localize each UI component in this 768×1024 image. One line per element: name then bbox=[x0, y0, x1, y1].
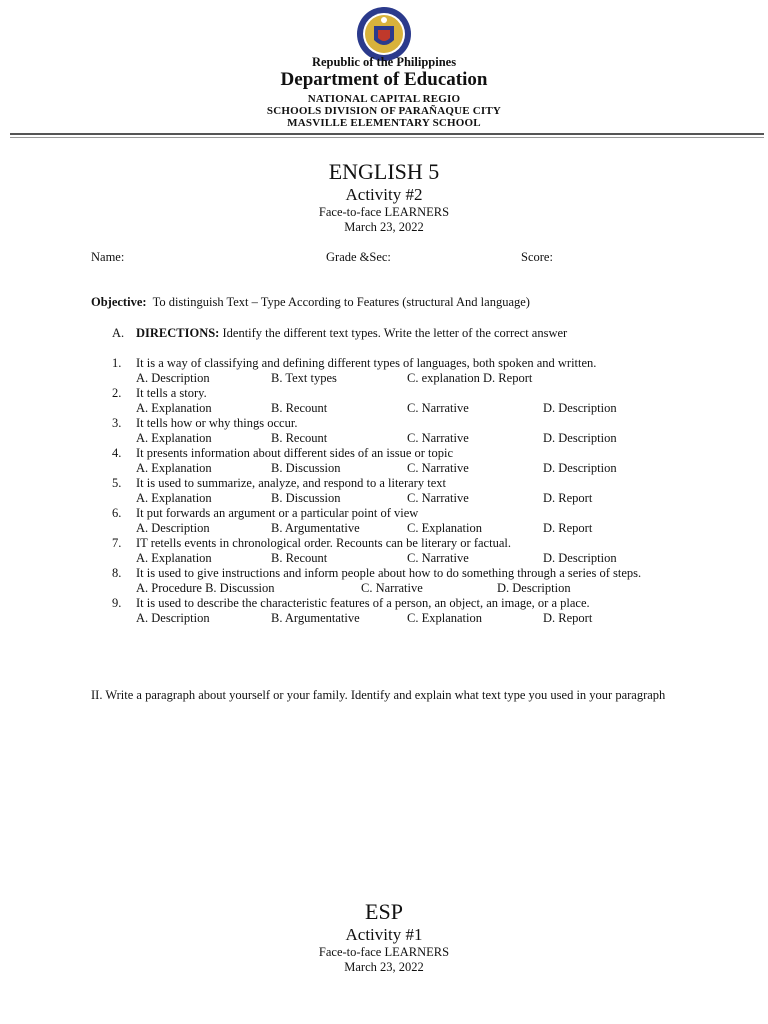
list-item bbox=[112, 446, 672, 476]
subject-title: ENGLISH 5 bbox=[328, 159, 440, 184]
option-d: D. Report bbox=[543, 491, 593, 505]
option-c: C. Explanation bbox=[407, 521, 482, 535]
esp-learners-mode: Face-to-face LEARNERS bbox=[318, 945, 450, 959]
option-c: C. Explanation bbox=[407, 611, 482, 625]
option-a: A. Explanation bbox=[136, 551, 212, 565]
option-d: D. Description bbox=[543, 461, 617, 475]
option-b: B. Argumentative bbox=[271, 521, 360, 535]
option-b: B. Discussion bbox=[271, 461, 341, 475]
option-c: C. Narrative bbox=[407, 551, 469, 565]
item-question: It is used to summarize, analyze, and respond to a literary text bbox=[136, 476, 446, 490]
option-b: B. Recount bbox=[271, 551, 328, 565]
header-divider bbox=[10, 133, 764, 135]
objective-label: Objective: bbox=[91, 295, 147, 309]
option-a-b: A. Procedure B. Discussion bbox=[136, 581, 275, 595]
item-number: 7. bbox=[112, 536, 122, 550]
option-d: D. Report bbox=[543, 521, 593, 535]
item-options bbox=[136, 401, 672, 416]
directions-label: DIRECTIONS: bbox=[136, 326, 220, 340]
item-number: 1. bbox=[112, 356, 122, 370]
option-a: A. Description bbox=[136, 371, 210, 385]
item-question: It is a way of classifying and defining different types of languages, both spoken and written. bbox=[136, 356, 597, 370]
question-list bbox=[112, 356, 672, 626]
item-question: It presents information about different sides of an issue or topic bbox=[136, 446, 454, 460]
option-c: C. Narrative bbox=[361, 581, 423, 595]
name-field-label: Name: bbox=[91, 250, 125, 264]
grade-section-field-label: Grade &Sec: bbox=[326, 250, 391, 264]
region-line: NATIONAL CAPITAL REGIO bbox=[307, 93, 461, 105]
option-d: D. Description bbox=[497, 581, 571, 595]
item-question: It put forwards an argument or a particular point of view bbox=[136, 506, 419, 520]
list-item bbox=[112, 506, 672, 536]
deped-seal-icon bbox=[348, 6, 420, 62]
directions-text: Identify the different text types. Write the letter of the correct answer bbox=[222, 326, 568, 340]
option-a: A. Explanation bbox=[136, 461, 212, 475]
option-d: D. Description bbox=[543, 401, 617, 415]
option-a: A. Description bbox=[136, 521, 210, 535]
list-item bbox=[112, 356, 672, 386]
item-options bbox=[136, 371, 672, 386]
option-a: A. Explanation bbox=[136, 491, 212, 505]
item-question: IT retells events in chronological order. Recounts can be literary or factual. bbox=[136, 536, 511, 550]
option-d: D. Description bbox=[543, 551, 617, 565]
item-options bbox=[136, 521, 672, 536]
item-options bbox=[136, 461, 672, 476]
list-item bbox=[112, 566, 672, 596]
objective-text: To distinguish Text – Type According to Features (structural And language) bbox=[152, 295, 530, 309]
item-number: 3. bbox=[112, 416, 122, 430]
item-number: 9. bbox=[112, 596, 122, 610]
header-divider-thin bbox=[10, 137, 764, 138]
school-line: MASVILLE ELEMENTARY SCHOOL bbox=[287, 117, 481, 129]
esp-activity-date: March 23, 2022 bbox=[344, 960, 424, 974]
item-question: It tells how or why things occur. bbox=[136, 416, 298, 430]
item-number: 6. bbox=[112, 506, 122, 520]
item-options bbox=[136, 581, 672, 596]
activity-date: March 23, 2022 bbox=[344, 220, 424, 234]
option-b: B. Recount bbox=[271, 401, 328, 415]
option-b: B. Recount bbox=[271, 431, 328, 445]
esp-subject-title: ESP bbox=[365, 899, 403, 924]
option-a: A. Description bbox=[136, 611, 210, 625]
option-b: B. Discussion bbox=[271, 491, 341, 505]
republic-heading: Republic of the Philippines bbox=[311, 55, 457, 69]
option-b: B. Argumentative bbox=[271, 611, 360, 625]
option-a: A. Explanation bbox=[136, 401, 212, 415]
list-item bbox=[112, 536, 672, 566]
item-options bbox=[136, 611, 672, 626]
list-item bbox=[112, 386, 672, 416]
option-b: B. Text types bbox=[271, 371, 337, 385]
option-c: C. Narrative bbox=[407, 431, 469, 445]
item-question: It is used to describe the characteristic features of a person, an object, an image, or a place. bbox=[136, 596, 590, 610]
list-item bbox=[112, 416, 672, 446]
list-item bbox=[112, 476, 672, 506]
option-c: C. Narrative bbox=[407, 461, 469, 475]
department-heading: Department of Education bbox=[280, 69, 488, 90]
option-a: A. Explanation bbox=[136, 431, 212, 445]
item-question: It tells a story. bbox=[136, 386, 207, 400]
directions-letter: A. bbox=[112, 326, 125, 340]
part-two-instructions: II. Write a paragraph about yourself or your family. Identify and explain what text type you used in your paragraph bbox=[91, 688, 666, 702]
list-item bbox=[112, 596, 672, 626]
item-number: 8. bbox=[112, 566, 122, 580]
option-c: C. explanation D. Report bbox=[407, 371, 533, 385]
option-d: D. Report bbox=[543, 611, 593, 625]
option-d: D. Description bbox=[543, 431, 617, 445]
item-number: 5. bbox=[112, 476, 122, 490]
item-options bbox=[136, 551, 672, 566]
option-c: C. Narrative bbox=[407, 491, 469, 505]
objective bbox=[91, 295, 731, 310]
learners-mode: Face-to-face LEARNERS bbox=[318, 205, 450, 219]
item-number: 2. bbox=[112, 386, 122, 400]
item-question: It is used to give instructions and inform people about how to do something through a series of steps. bbox=[136, 566, 642, 580]
division-line: SCHOOLS DIVISION OF PARAÑAQUE CITY bbox=[266, 105, 502, 117]
item-options bbox=[136, 491, 672, 506]
activity-title: Activity #2 bbox=[345, 185, 423, 204]
item-number: 4. bbox=[112, 446, 122, 460]
esp-activity-title: Activity #1 bbox=[345, 925, 423, 944]
item-options bbox=[136, 431, 672, 446]
score-field-label: Score: bbox=[521, 250, 553, 264]
option-c: C. Narrative bbox=[407, 401, 469, 415]
